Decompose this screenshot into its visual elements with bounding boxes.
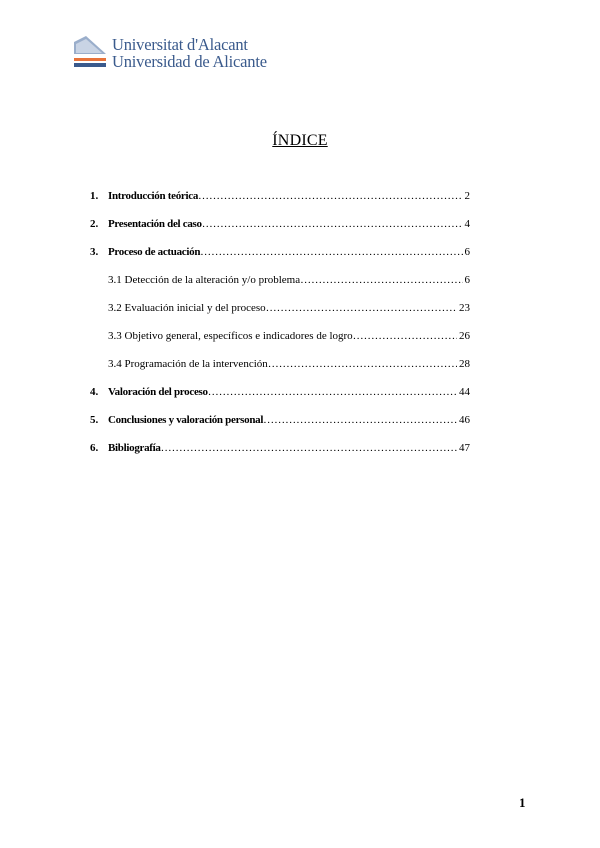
toc-entry[interactable]	[90, 386, 470, 414]
logo-line-2: Universidad de Alicante	[112, 52, 267, 71]
toc-title: 3.2 Evaluación inicial y del proceso	[108, 302, 266, 314]
toc-page: 44	[459, 386, 470, 398]
toc-title: 3.1 Detección de la alteración y/o problema	[108, 274, 301, 286]
toc-leader	[161, 442, 457, 454]
toc-page: 6	[464, 274, 470, 286]
toc-leader	[263, 414, 457, 426]
toc-leader	[208, 386, 457, 398]
toc-leader	[202, 218, 463, 230]
toc-page: 47	[459, 442, 470, 454]
toc-number: 5.	[90, 414, 99, 426]
toc-leader	[198, 190, 462, 202]
university-logo	[74, 35, 267, 72]
logo-line-1: Universitat d'Alacant	[112, 35, 248, 54]
toc-title: Introducción teórica	[108, 190, 199, 202]
toc-page: 26	[459, 330, 470, 342]
toc-number: 4.	[90, 386, 99, 398]
toc-title: Conclusiones y valoración personal	[108, 414, 264, 426]
toc-title: Bibliografía	[108, 442, 161, 454]
toc-title: Valoración del proceso	[108, 386, 208, 398]
toc-leader	[266, 302, 457, 314]
toc-number: 1.	[90, 190, 99, 202]
toc-leader	[300, 274, 462, 286]
toc-subentry[interactable]	[90, 330, 470, 358]
toc-number: 2.	[90, 218, 99, 230]
toc-subentry[interactable]	[90, 302, 470, 330]
toc-leader	[200, 246, 462, 258]
toc-page: 23	[459, 302, 470, 314]
toc-page: 6	[464, 246, 470, 258]
toc-page: 2	[464, 190, 470, 202]
toc-page: 28	[459, 358, 470, 370]
toc-entry[interactable]	[90, 218, 470, 246]
toc-page: 4	[464, 218, 470, 230]
toc-subentry[interactable]	[90, 358, 470, 386]
page-number: 1	[519, 795, 526, 810]
page-title: ÍNDICE	[272, 132, 328, 149]
toc-leader	[268, 358, 457, 370]
toc-number: 3.	[90, 246, 99, 258]
toc-entry[interactable]	[90, 246, 470, 274]
toc-entry[interactable]	[90, 442, 470, 470]
toc-entry[interactable]	[90, 190, 470, 218]
toc-title: Proceso de actuación	[108, 246, 201, 258]
toc-title: Presentación del caso	[108, 218, 202, 230]
toc-title: 3.3 Objetivo general, específicos e indicadores de logro	[108, 330, 353, 342]
toc-entry[interactable]	[90, 414, 470, 442]
toc-title: 3.4 Programación de la intervención	[108, 358, 268, 370]
toc-number: 6.	[90, 442, 99, 454]
university-logo-icon	[74, 36, 106, 68]
table-of-contents	[90, 190, 470, 470]
toc-leader	[353, 330, 457, 342]
toc-subentry[interactable]	[90, 274, 470, 302]
toc-page: 46	[459, 414, 470, 426]
logo-text	[112, 36, 267, 70]
